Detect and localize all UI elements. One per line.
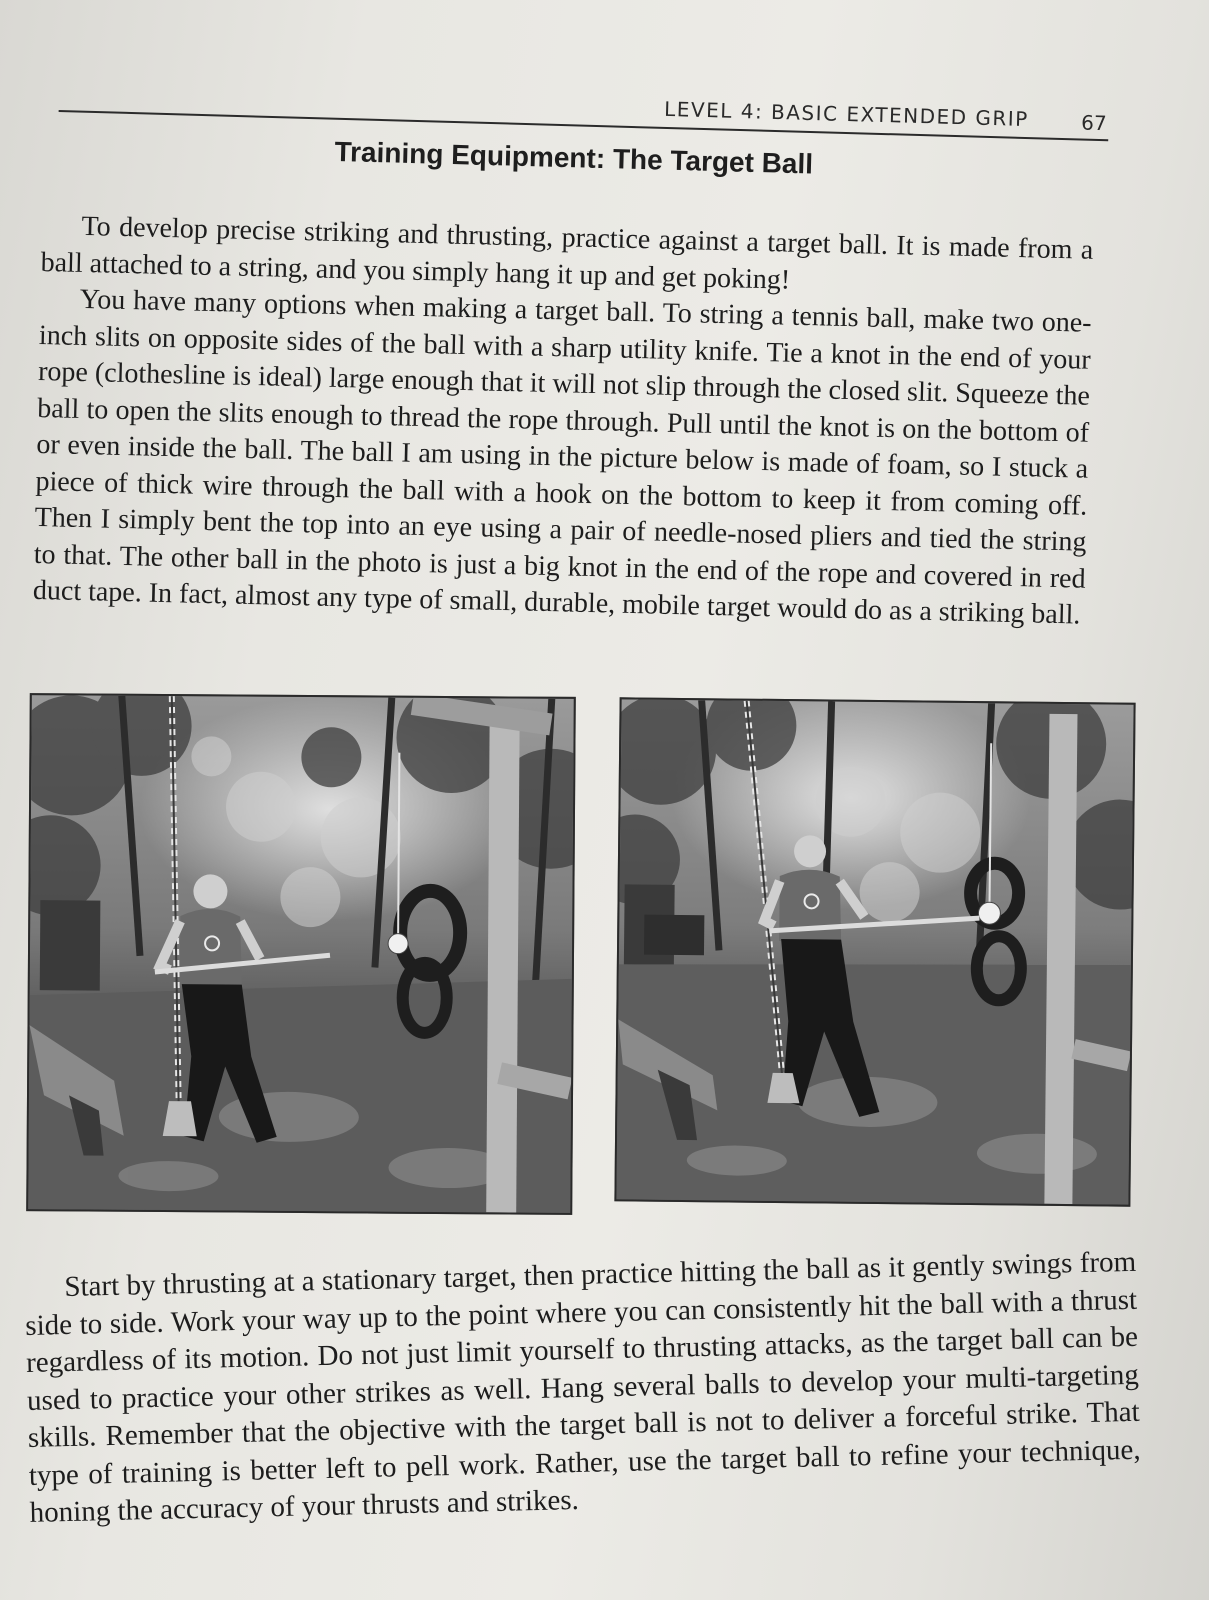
body-text-top	[33, 208, 1094, 634]
paragraph-options: You have many options when making a target ball. To string a tennis ball, make two one-inch slits on opposite sides of the ball with a sharp utility knife. Tie a knot in the end of your rope (clothesline is ideal) large enough that it will not slip through the closed slit. Squeeze the ball to open the slits enough to thread the rope through. Pull until the knot is on the bottom of or even inside the ball. The ball I am using in the picture below is made of foam, so I stuck a piece of thick wire through the ball with a hook on the bottom to keep it from coming off. Then I simply bent the top into an eye using a pair of needle-nosed pliers and tied the string to that. The other ball in the photo is just a big knot in the end of the rope and covered in red duct tape. In fact, almost any type of small, durable, mobile target would do as a striking ball.	[32, 283, 1092, 631]
section-title: Training Equipment: The Target Ball	[334, 136, 814, 180]
running-head-title: LEVEL 4: BASIC EXTENDED GRIP	[663, 96, 1030, 132]
photo-right-image	[616, 699, 1133, 1204]
running-head	[59, 62, 1110, 141]
page-number: 67	[1080, 110, 1108, 136]
body-text-bottom	[24, 1244, 1142, 1533]
paragraph-practice: Start by thrusting at a stationary target, then practice hitting the ball as it gently swings from side to side. Work your way up to the point where you can consistently hit the ball with a thrust regardless of its motion. Do not just limit yourself to thrusting attacks, as the target ball can be used to practice your other strikes as well. Hang several balls to develop your multi-targeting skills. Remember that the objective with the target ball is not to deliver a forceful strike. That type of training is better left to pell work. Rather, use the target ball to refine your technique, honing the accuracy of your thrusts and strikes.	[24, 1245, 1141, 1529]
photo-right	[614, 697, 1135, 1206]
photo-left-image	[28, 695, 574, 1213]
paragraph-intro: To develop precise striking and thrusting, practice against a target ball. It is made from a ball attached to a string, and you simply hang it up and get poking!	[40, 210, 1094, 296]
photo-left	[26, 693, 576, 1215]
